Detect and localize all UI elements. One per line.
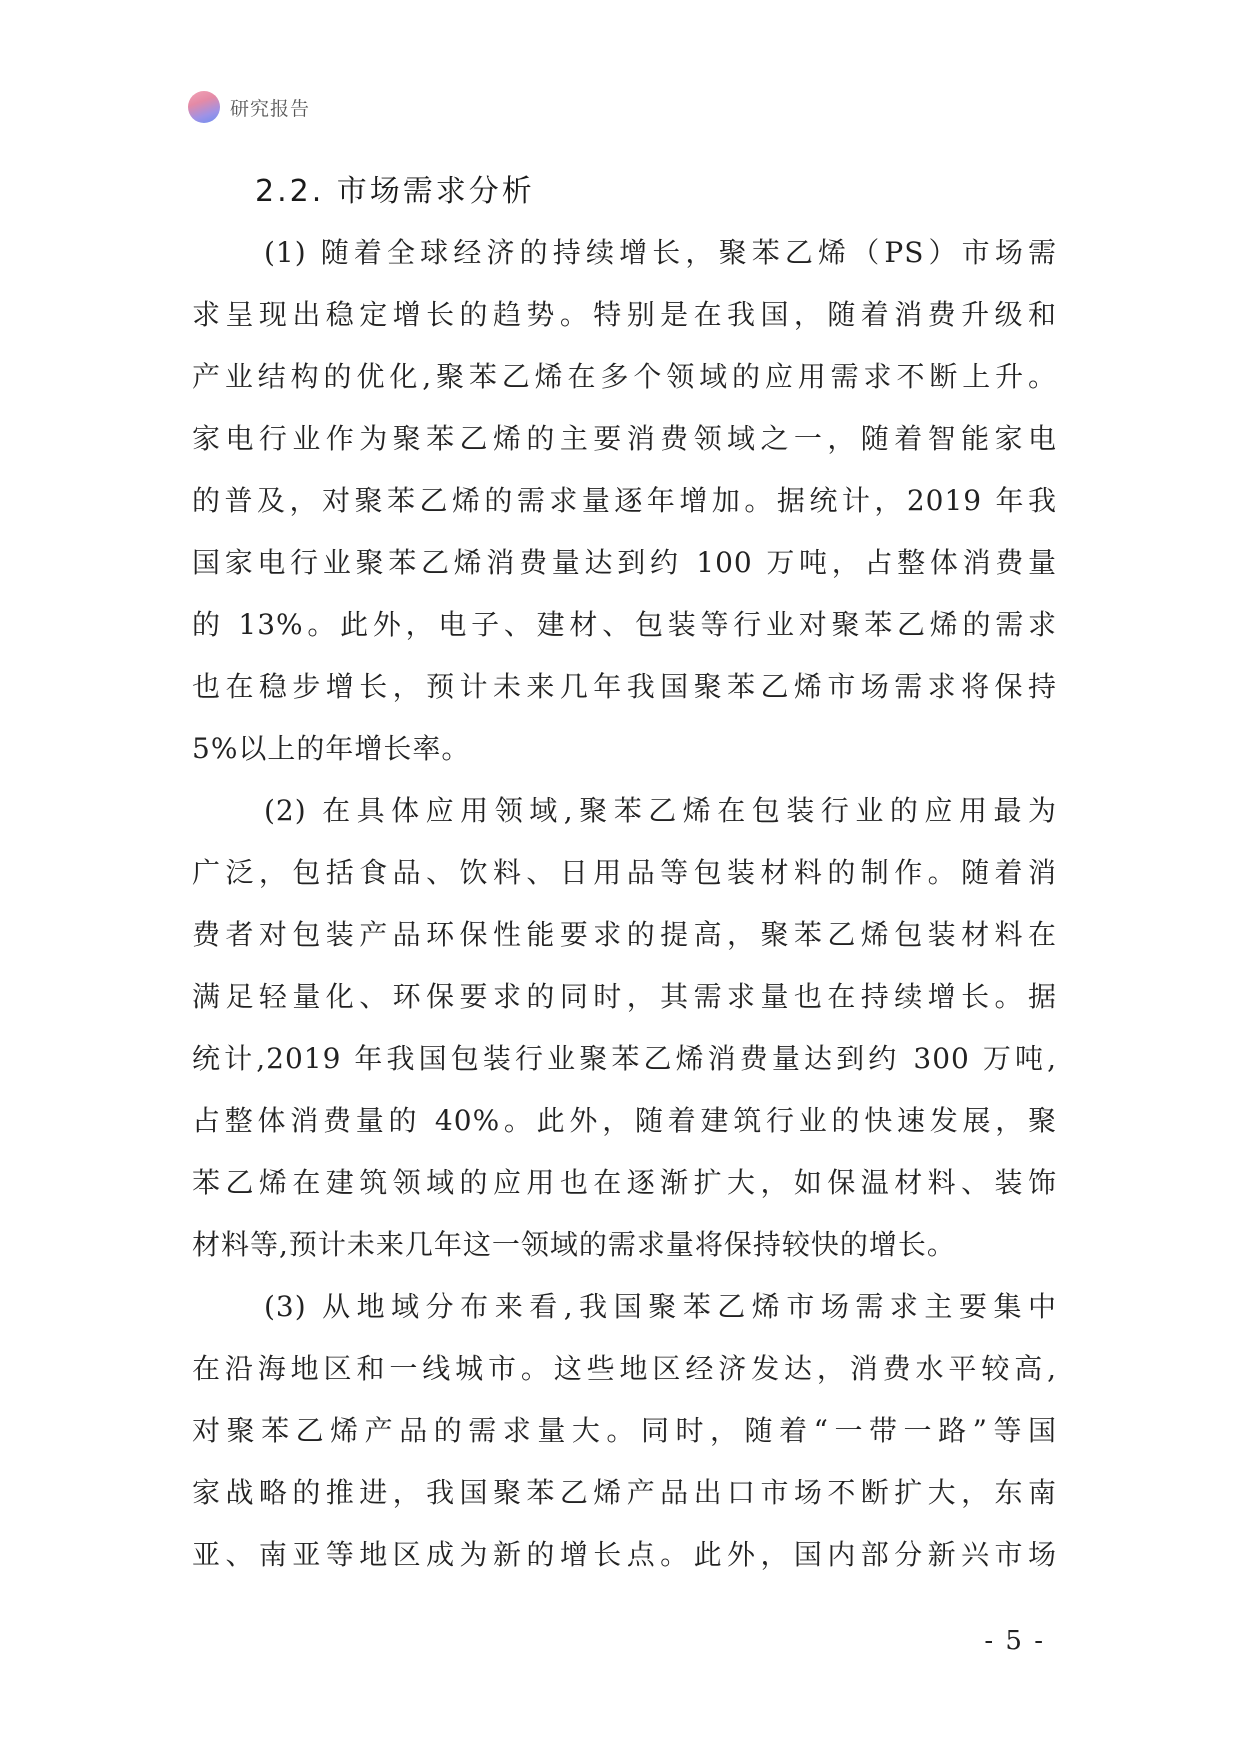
paragraph-line: (1) 随着全球经济的持续增长，聚苯乙烯（PS）市场需 xyxy=(264,236,1057,269)
paragraph-line: 统计,2019 年我国包装行业聚苯乙烯消费量达到约 300 万吨, xyxy=(192,1042,1057,1075)
report-logo-icon xyxy=(188,91,220,123)
paragraph-line: 的普及，对聚苯乙烯的需求量逐年增加。据统计，2019 年我 xyxy=(192,484,1057,517)
paragraph-line: 的 13%。此外，电子、建材、包装等行业对聚苯乙烯的需求 xyxy=(192,608,1057,641)
paragraph-line: 材料等,预计未来几年这一领域的需求量将保持较快的增长。 xyxy=(192,1228,956,1261)
section-title: 2.2. 市场需求分析 xyxy=(255,174,535,209)
paragraph-line: 亚、南亚等地区成为新的增长点。此外，国内部分新兴市场 xyxy=(192,1538,1057,1571)
paragraph-line: 苯乙烯在建筑领域的应用也在逐渐扩大，如保温材料、装饰 xyxy=(192,1166,1057,1199)
paragraph-line: 5%以上的年增长率。 xyxy=(192,732,471,765)
page-number: - 5 - xyxy=(984,1626,1045,1656)
paragraph-line: 家电行业作为聚苯乙烯的主要消费领域之一，随着智能家电 xyxy=(192,422,1057,455)
paragraph-line: 求呈现出稳定增长的趋势。特别是在我国，随着消费升级和 xyxy=(192,298,1057,331)
paragraph-line: 国家电行业聚苯乙烯消费量达到约 100 万吨，占整体消费量 xyxy=(192,546,1057,579)
paragraph-line: 在沿海地区和一线城市。这些地区经济发达，消费水平较高, xyxy=(192,1352,1057,1385)
paragraph-line: (3) 从地域分布来看,我国聚苯乙烯市场需求主要集中 xyxy=(264,1290,1057,1323)
paragraph-line: (2) 在具体应用领域,聚苯乙烯在包装行业的应用最为 xyxy=(264,794,1057,827)
paragraph-line: 占整体消费量的 40%。此外，随着建筑行业的快速发展，聚 xyxy=(192,1104,1057,1137)
report-header xyxy=(188,90,310,124)
paragraph-line: 满足轻量化、环保要求的同时，其需求量也在持续增长。据 xyxy=(192,980,1057,1013)
paragraph-line: 也在稳步增长，预计未来几年我国聚苯乙烯市场需求将保持 xyxy=(192,670,1057,703)
paragraph-line: 家战略的推进，我国聚苯乙烯产品出口市场不断扩大，东南 xyxy=(192,1476,1057,1509)
paragraph-line: 广泛，包括食品、饮料、日用品等包装材料的制作。随着消 xyxy=(192,856,1057,889)
document-body xyxy=(192,222,1057,1586)
paragraph-line: 对聚苯乙烯产品的需求量大。同时，随着“一带一路”等国 xyxy=(192,1414,1057,1447)
paragraph-line: 产业结构的优化,聚苯乙烯在多个领域的应用需求不断上升。 xyxy=(192,360,1057,393)
paragraph-line: 费者对包装产品环保性能要求的提高，聚苯乙烯包装材料在 xyxy=(192,918,1057,951)
header-label: 研究报告 xyxy=(230,97,311,120)
